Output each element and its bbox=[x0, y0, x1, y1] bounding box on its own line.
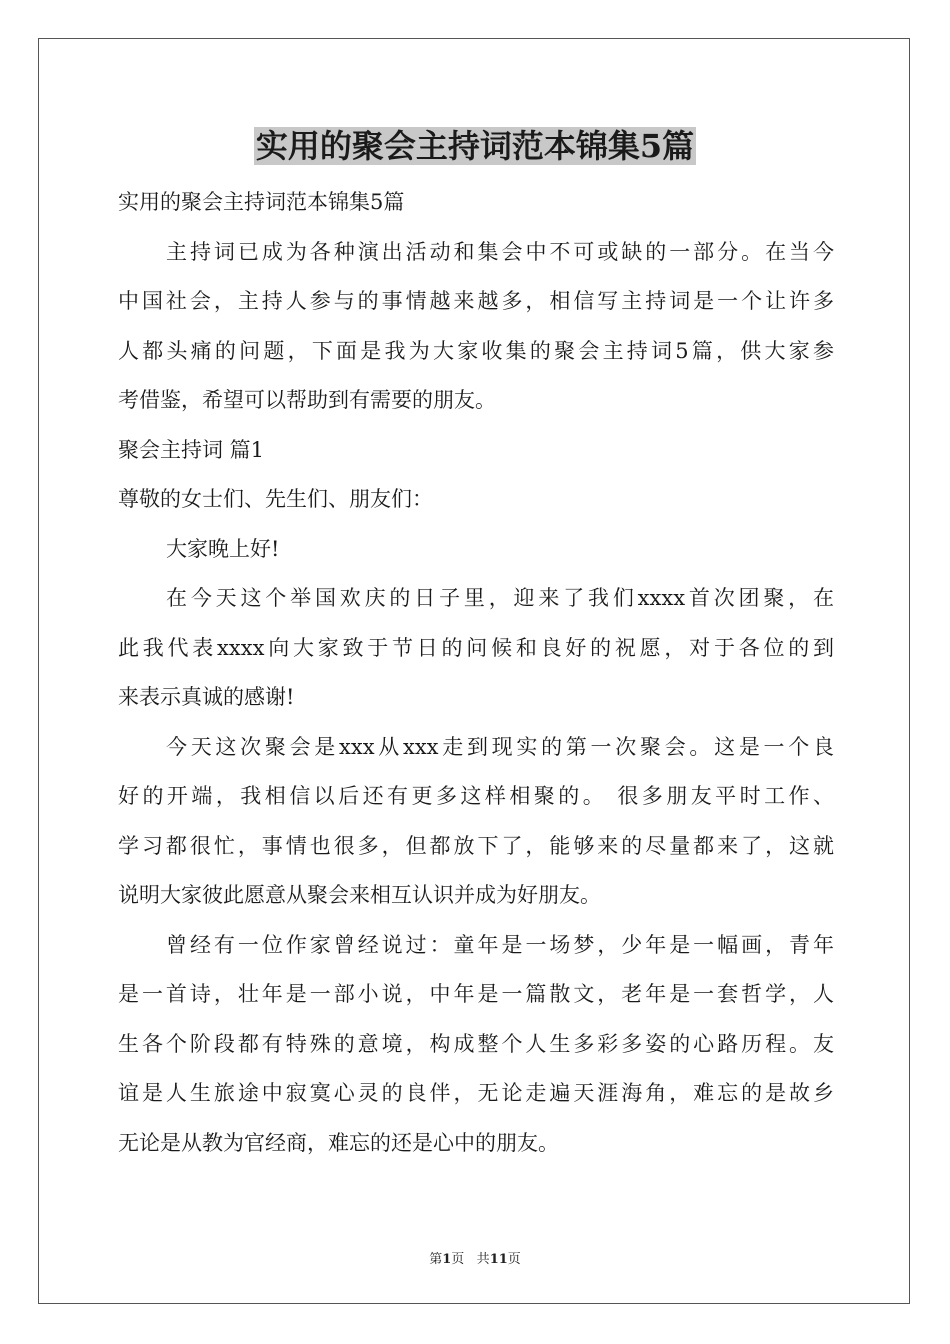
text-line: 聚会主持词 篇1 bbox=[118, 437, 265, 462]
paragraph bbox=[118, 525, 834, 575]
text-line: 好的开端，我相信以后还有更多这样相聚的。 很多朋友平时工作、 bbox=[118, 784, 834, 808]
paragraph bbox=[118, 178, 834, 228]
text-line: 主持词已成为各种演出活动和集会中不可或缺的一部分。在当今 bbox=[166, 239, 834, 264]
text-line: 尊敬的女士们、先生们、朋友们： bbox=[118, 487, 433, 511]
text-line: 此我代表xxxx向大家致于节日的问候和良好的祝愿，对于各位的到 bbox=[118, 635, 834, 660]
document-body bbox=[118, 178, 834, 1168]
footer-total-suffix: 页 bbox=[507, 1252, 521, 1267]
footer-total-number: 11 bbox=[489, 1252, 508, 1267]
document-title-text: 实用的聚会主持词范本锦集5篇 bbox=[255, 127, 695, 165]
text-line: 考借鉴，希望可以帮助到有需要的朋友。 bbox=[118, 388, 496, 412]
footer-page-number: 1 bbox=[442, 1252, 452, 1267]
text-line: 曾经有一位作家曾经说过：童年是一场梦，少年是一幅画，青年 bbox=[166, 932, 834, 957]
text-line: 实用的聚会主持词范本锦集5篇 bbox=[118, 190, 405, 214]
text-line: 谊是人生旅途中寂寞心灵的良伴，无论走遍天涯海角，难忘的是故乡 bbox=[118, 1081, 834, 1105]
paragraph bbox=[118, 475, 834, 525]
text-line: 今天这次聚会是xxx从xxx走到现实的第一次聚会。这是一个良 bbox=[166, 734, 834, 759]
document-title bbox=[0, 124, 950, 168]
paragraph bbox=[118, 921, 834, 1169]
text-line: 大家晚上好! bbox=[166, 536, 280, 561]
text-line: 来表示真诚的感谢! bbox=[118, 685, 295, 709]
text-line: 在今天这个举国欢庆的日子里，迎来了我们xxxx首次团聚，在 bbox=[166, 586, 834, 610]
text-line: 无论是从教为官经商，难忘的还是心中的朋友。 bbox=[118, 1130, 559, 1155]
paragraph bbox=[118, 426, 834, 476]
text-line: 是一首诗，壮年是一部小说，中年是一篇散文，老年是一套哲学，人 bbox=[118, 982, 834, 1006]
text-line: 说明大家彼此愿意从聚会来相互认识并成为好朋友。 bbox=[118, 883, 601, 907]
paragraph bbox=[118, 228, 834, 426]
text-line: 人都头痛的问题，下面是我为大家收集的聚会主持词5篇，供大家参 bbox=[118, 338, 834, 363]
text-line: 学习都很忙，事情也很多，但都放下了，能够来的尽量都来了，这就 bbox=[118, 833, 834, 858]
paragraph bbox=[118, 723, 834, 921]
page-footer bbox=[0, 1248, 950, 1267]
footer-total-prefix: 共 bbox=[476, 1252, 490, 1267]
text-line: 中国社会，主持人参与的事情越来越多，相信写主持词是一个让许多 bbox=[118, 289, 834, 313]
footer-page-prefix: 第 bbox=[429, 1252, 443, 1267]
footer-page-suffix: 页 bbox=[451, 1252, 465, 1267]
text-line: 生各个阶段都有特殊的意境，构成整个人生多彩多姿的心路历程。友 bbox=[118, 1031, 834, 1056]
paragraph bbox=[118, 574, 834, 723]
